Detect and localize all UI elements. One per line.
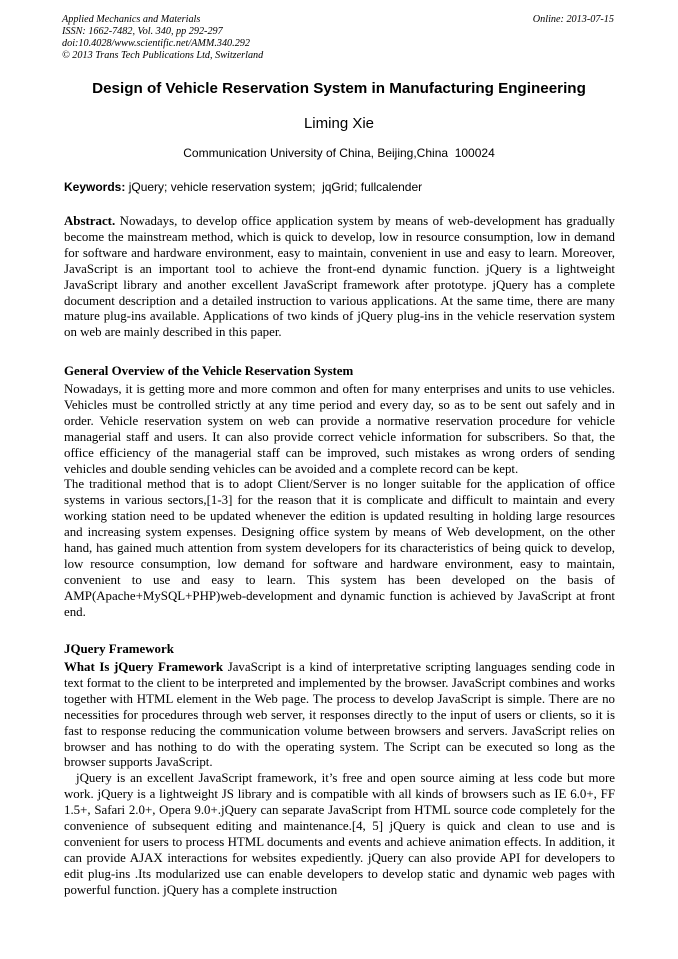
jquery-subheading: What Is jQuery Framework xyxy=(64,660,224,674)
journal-name: Applied Mechanics and Materials xyxy=(62,14,201,25)
abstract-paragraph xyxy=(64,214,615,341)
overview-paragraph-2: The traditional method that is to adopt Client/Server is no longer suitable for the application of office systems in various sectors,[1-3] for the reason that it is complicate and difficult to maintain and every working station need to be updated whenever the edition is updated resulting in holding large resources and increasing system expenses. Designing office system by means of Web development, on the other hand, has gained much attention from system developers for its characteristics of being quick to develop, low resource consumption, low demand for software and hardware environment, easy to maintain, convenient to use and easy to learn. This system has been developed on the basis of AMP(Apache+MySQL+PHP)web-development and dynamic function is achieved by JavaScript at front end. xyxy=(64,477,615,619)
doi-line: doi:10.4028/www.scientific.net/AMM.340.292 xyxy=(62,38,250,49)
section-overview-body xyxy=(64,382,615,621)
author-affiliation: Communication University of China, Beijing,China 100024 xyxy=(183,146,495,160)
journal-header xyxy=(62,14,263,62)
section-heading-jquery: JQuery Framework xyxy=(64,642,174,656)
jquery-paragraph-1-text: JavaScript is a kind of interpretative scripting languages sending code in text format to the client to be interpreted and implemented by the browser. JavaScript combines and works together with HTML element in the Web page. The process to develop JavaScript is simple. There are no necessities for procedures through web server, it responses directly to the input of users or clients, so it is fast to response reducing the communication volume between browsers and servers. JavaScript relies on browser and has nothing to do with the operating system. The Script can be executed so long as the browser supports JavaScript. xyxy=(64,660,616,770)
section-jquery-body xyxy=(64,660,615,899)
abstract-label: Abstract. xyxy=(64,214,116,228)
jquery-paragraph-1 xyxy=(64,660,615,771)
keywords-text: jQuery; vehicle reservation system; jqGrid; fullcalender xyxy=(125,180,423,194)
jquery-paragraph-2: jQuery is an excellent JavaScript framework, it’s free and open source aiming at less code but more work. jQuery is a lightweight JS library and is compatible with all kinds of browsers such as IE 6.0+, FF 1.5+, Safari 2.0+, Opera 9.0+.jQuery can separate JavaScript from HTML source code completely for the convenience of subsequent editing and maintenance.[4, 5] jQuery is quick and clean to use and is convenient for users to process HTML documents and events and achieve animation effects. In addition, it can provide AJAX interactions for websites expediently. jQuery can also provide API for developers to edit plug-ins .Its modularized use can enable developers to develop static and dynamic web pages with powerful function. jQuery has a complete instruction xyxy=(64,771,615,897)
keywords-line xyxy=(64,179,422,195)
paper-title: Design of Vehicle Reservation System in Manufacturing Engineering xyxy=(92,80,586,97)
author-name: Liming Xie xyxy=(303,115,375,132)
keywords-label: Keywords: xyxy=(64,180,126,194)
section-heading-overview: General Overview of the Vehicle Reservation System xyxy=(64,364,354,378)
overview-paragraph-1: Nowadays, it is getting more and more common and often for many enterprises and units to use vehicles. Vehicles must be controlled strictly at any time period and every day, so as to be sent out safely and in order. Vehicle reservation system on web can provide a normative reservation procedure for vehicle managerial staff and users. It can also provide correct vehicle information for subscribers. So that, the office efficiency of the managerial staff can be improved, such mistakes as wrong orders of sending vehicles and double sending vehicles can be avoided and a complete record can be kept. xyxy=(64,382,615,476)
abstract-text: Nowadays, to develop office application system by means of web-development has gradually become the mainstream method, which is quick to develop, low in resource consumption, low in demand for software and hardware environment, easy to maintain, convenient in use and easy to learn. Moreover, JavaScript is an important tool to achieve the front-end dynamic function. jQuery is a lightweight JavaScript library and another excellent JavaScript framework after prototype. jQuery has a complete document description and a detailed instruction to various applications. At the same time, there are many mature plug-ins available. Applications of two kinds of jQuery plug-ins in the vehicle reservation system on web are mainly described in this paper. xyxy=(64,214,615,340)
issn-line: ISSN: 1662-7482, Vol. 340, pp 292-297 xyxy=(62,26,223,37)
copyright-line: © 2013 Trans Tech Publications Ltd, Switzerland xyxy=(62,50,264,61)
abstract-block xyxy=(64,214,615,341)
online-date: Online: 2013-07-15 xyxy=(532,14,614,25)
